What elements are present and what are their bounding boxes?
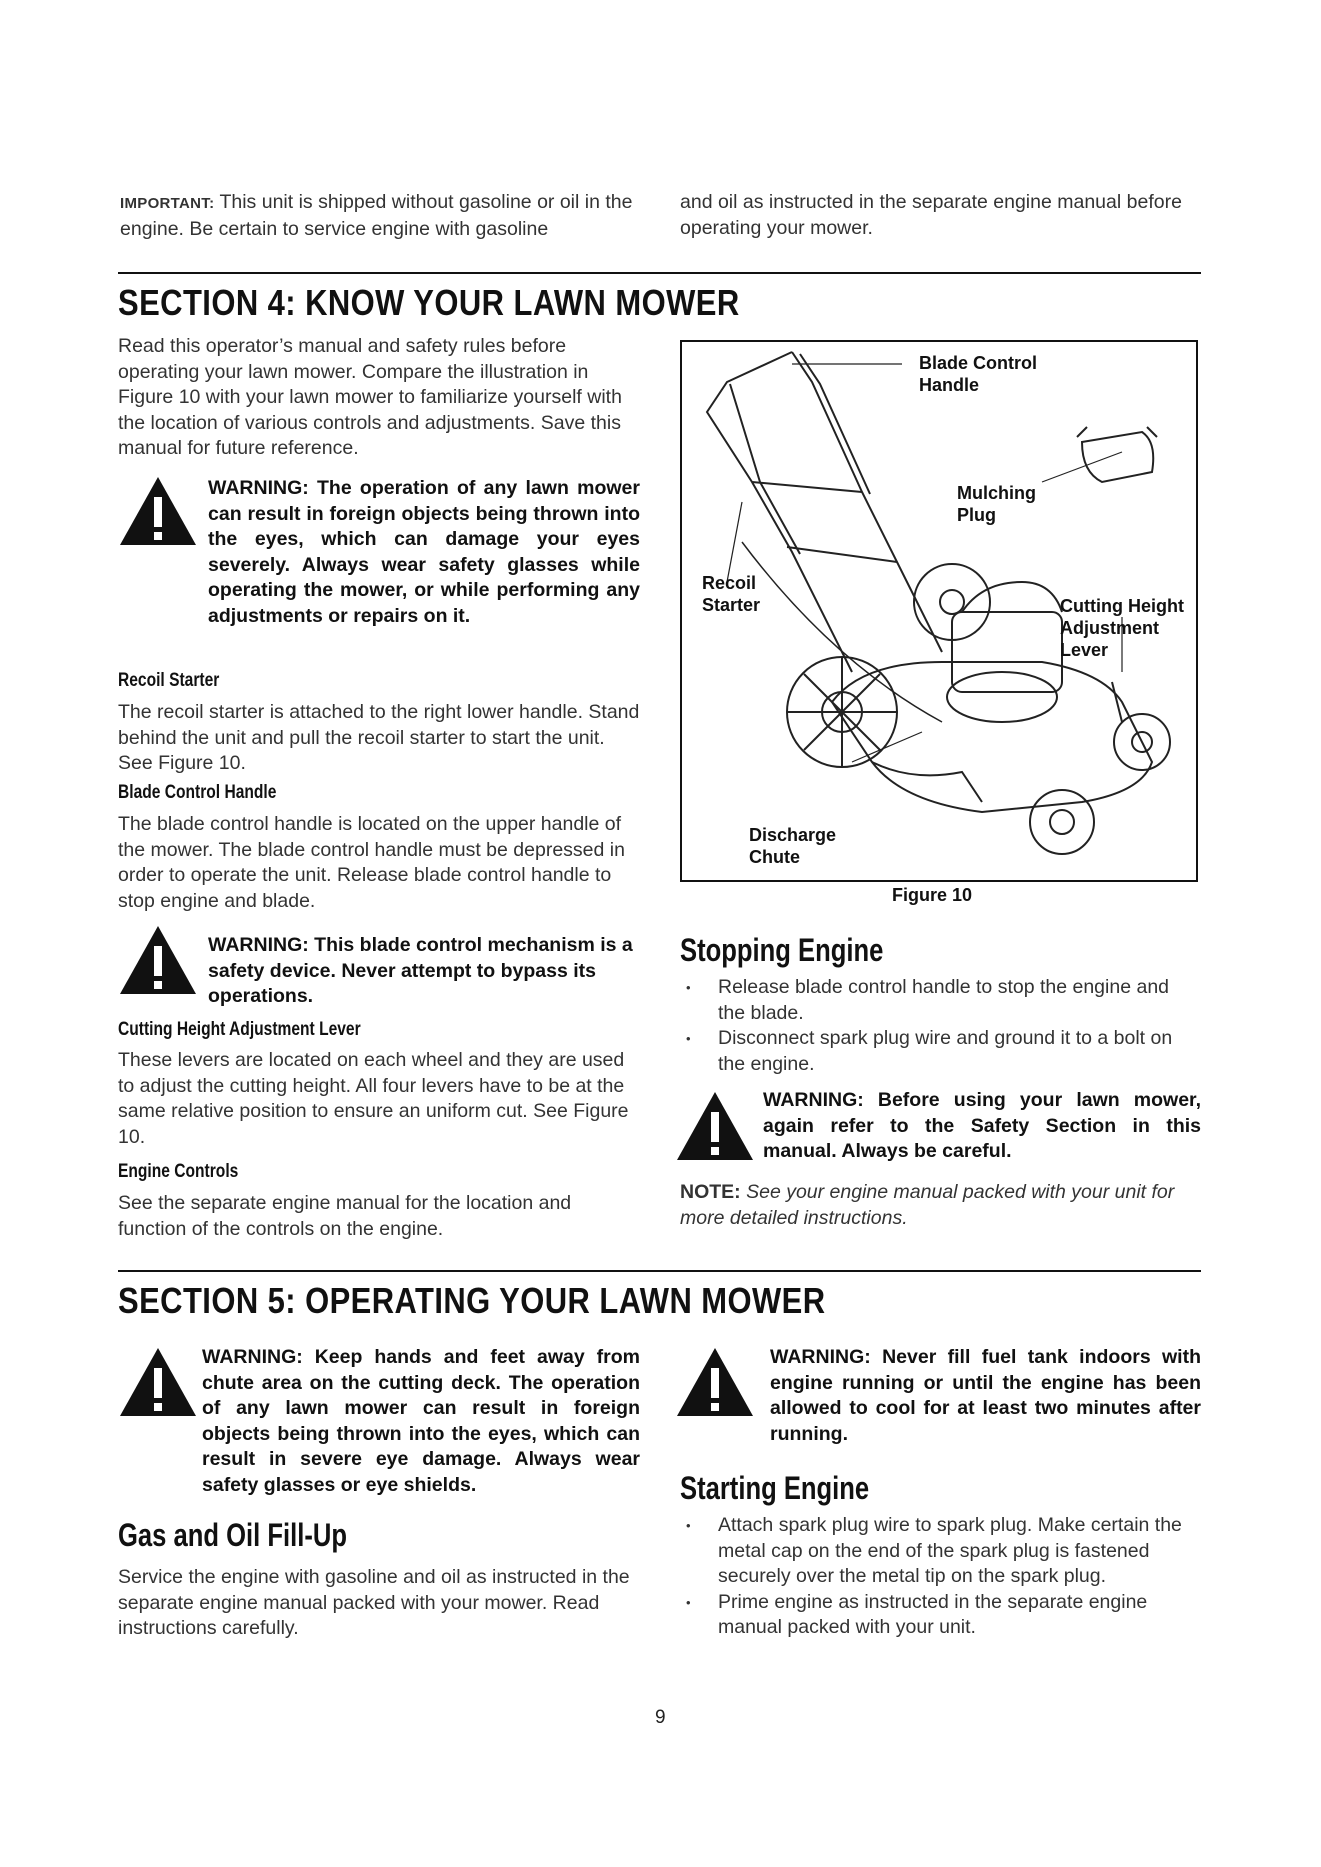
stopping-engine-list (680, 975, 1200, 1077)
warning-safety-section: WARNING: Before using your lawn mower, again refer to the Safety Section in this manual. Always be careful. (763, 1089, 1201, 1162)
label-mulching-plug: Mulching Plug (957, 483, 1036, 525)
important-text-1: This unit is shipped without gasoline or oil in the engine. Be certain to service engine with gasoline (120, 191, 633, 240)
label-recoil-starter: Recoil Starter (702, 573, 761, 615)
label-blade-control: Blade Control Handle (919, 353, 1038, 395)
list-item: • Release blade control handle to stop the engine and the blade. (680, 975, 1200, 1026)
warning-chute-area: WARNING: Keep hands and feet away from chute area on the cutting deck. The operation of any lawn mower can result in foreign objects being thrown into the eyes, which can result in severe eye damage. Always wear safety glasses or eye shields. (202, 1346, 640, 1496)
list-item: • Disconnect spark plug wire and ground it to a bolt on the engine. (680, 1026, 1200, 1077)
recoil-starter-heading: Recoil Starter (118, 670, 220, 691)
figure-caption: Figure 10 (892, 885, 973, 905)
starting-engine-heading: Starting Engine (680, 1470, 870, 1506)
stopping-engine-heading: Stopping Engine (680, 932, 884, 968)
note-text: See your engine manual packed with your unit for more detailed instructions. (680, 1181, 1175, 1229)
warning-fuel-tank: WARNING: Never fill fuel tank indoors with engine running or until the engine has been allowed to cool for at least two minutes after running. (770, 1346, 1201, 1445)
section4-intro: Read this operator’s manual and safety rules before operating your lawn mower. Compare the illustration in Figure 10 with your lawn mower to familiarize yourself with the location of various controls and adjustments. Save this manual for future reference. (118, 335, 622, 459)
label-cutting-height: Cutting Height Adjustment Lever (1060, 596, 1184, 660)
starting-engine-list (680, 1513, 1205, 1641)
important-notice-left (120, 190, 640, 242)
section4-rule (118, 272, 1201, 274)
warning-triangle-icon (118, 924, 198, 996)
recoil-starter-text: The recoil starter is attached to the right lower handle. Stand behind the unit and pull the recoil starter to start the unit. See Figure 10. (118, 701, 640, 774)
important-text-2: and oil as instructed in the separate engine manual before operating your mower. (680, 191, 1182, 239)
blade-control-heading: Blade Control Handle (118, 782, 277, 803)
label-discharge-chute: Discharge Chute (749, 825, 837, 867)
important-notice-right (680, 190, 1200, 241)
warning-triangle-icon (118, 475, 198, 547)
engine-controls-heading: Engine Controls (118, 1161, 239, 1182)
warning-triangle-icon (675, 1090, 755, 1162)
page-number: 9 (655, 1707, 666, 1728)
section4-title: SECTION 4: KNOW YOUR LAWN MOWER (118, 282, 740, 323)
list-item: • Attach spark plug wire to spark plug. Make certain the metal cap on the end of the spark plug is fastened securely over the metal tip on the spark plug. (680, 1513, 1205, 1590)
gas-oil-text: Service the engine with gasoline and oil as instructed in the separate engine manual packed with your mower. Read instructions carefully. (118, 1566, 630, 1639)
warning-foreign-objects: WARNING: The operation of any lawn mower can result in foreign objects being thrown into the eyes, which can damage your eyes severely. Always wear safety glasses while operating the mower, or while performing any adjustments or repairs on it. (208, 477, 640, 627)
engine-note (680, 1180, 1205, 1231)
cutting-height-heading: Cutting Height Adjustment Lever (118, 1019, 361, 1040)
warning-triangle-icon (118, 1346, 198, 1418)
note-label: NOTE: (680, 1181, 741, 1203)
blade-control-text: The blade control handle is located on the upper handle of the mower. The blade control handle must be depressed in order to operate the unit. Release blade control handle to stop engine and blade. (118, 813, 625, 912)
engine-controls-text: See the separate engine manual for the location and function of the controls on the engine. (118, 1192, 572, 1240)
cutting-height-text: These levers are located on each wheel and they are used to adjust the cutting height. All four levers have to be at the same relative position to ensure an uniform cut. See Figure 10. (118, 1049, 629, 1148)
section5-title: SECTION 5: OPERATING YOUR LAWN MOWER (118, 1280, 826, 1321)
warning-triangle-icon (675, 1346, 755, 1418)
section5-rule (118, 1270, 1201, 1272)
figure-10-frame (680, 340, 1198, 882)
gas-oil-heading: Gas and Oil Fill-Up (118, 1517, 347, 1553)
warning-blade-control: WARNING: This blade control mechanism is a safety device. Never attempt to bypass its operations. (208, 934, 633, 1007)
important-label: IMPORTANT: (120, 195, 215, 212)
list-item: • Prime engine as instructed in the separate engine manual packed with your unit. (680, 1590, 1205, 1641)
